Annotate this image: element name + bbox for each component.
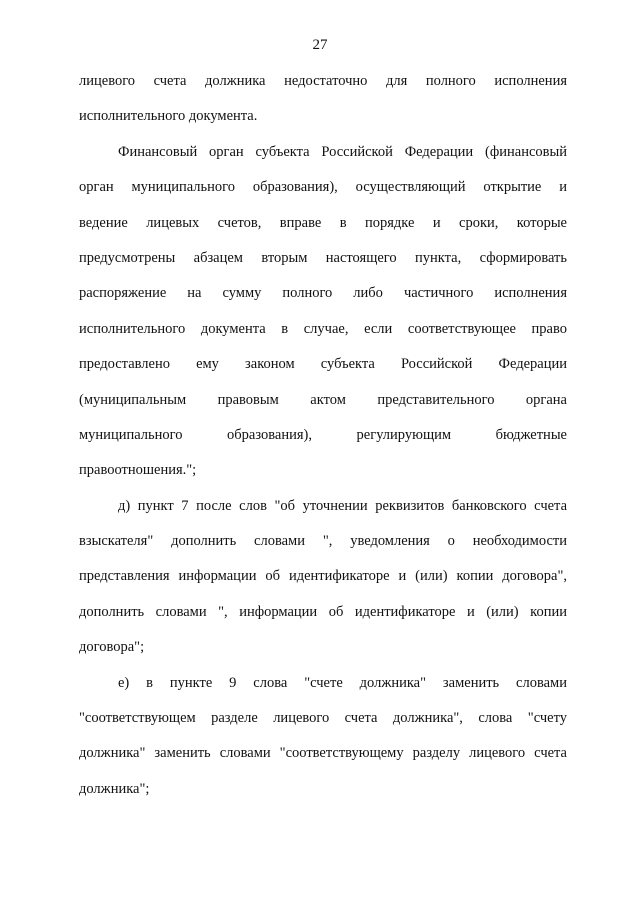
text-line: лицевого счета должника недостаточно для полного исполнения	[79, 73, 567, 89]
text-line: предоставлено ему законом субъекта Российской Федерации	[79, 356, 567, 373]
text-line: представления информации об идентификаторе и (или) копии договора",	[79, 568, 567, 585]
text-line: исполнительного документа в случае, если соответствующее право	[79, 320, 567, 337]
text-line: должника" заменить словами "соответствующему разделу лицевого счета	[79, 745, 567, 762]
text-line: е) в пункте 9 слова "счете должника" заменить словами	[118, 674, 567, 691]
text-line: орган муниципального образования), осуществляющий открытие и	[79, 179, 567, 196]
text-line: (муниципальным правовым актом представительного органа	[79, 391, 567, 408]
document-body	[79, 70, 567, 813]
text-line: взыскателя" дополнить словами ", уведомления о необходимости	[79, 533, 567, 550]
text-line: "соответствующем разделе лицевого счета должника", слова "счету	[79, 710, 567, 727]
text-line: договора";	[79, 639, 145, 656]
text-line: ведение лицевых счетов, вправе в порядке и сроки, которые	[79, 214, 567, 231]
page-number: 27	[312, 37, 328, 53]
text-line: дополнить словами ", информации об идентификаторе и (или) копии	[79, 603, 567, 620]
text-line: муниципального образования), регулирующим бюджетные	[79, 426, 567, 443]
text-line: должника";	[79, 780, 150, 797]
text-line: Финансовый орган субъекта Российской Федерации (финансовый	[118, 143, 567, 160]
text-line: предусмотрены абзацем вторым настоящего пункта, сформировать	[79, 249, 567, 266]
text-line: исполнительного документа.	[79, 108, 258, 125]
text-line: правоотношения.";	[79, 462, 197, 479]
text-line: распоряжение на сумму полного либо частичного исполнения	[79, 285, 567, 302]
text-line: д) пункт 7 после слов "об уточнении реквизитов банковского счета	[118, 497, 567, 514]
